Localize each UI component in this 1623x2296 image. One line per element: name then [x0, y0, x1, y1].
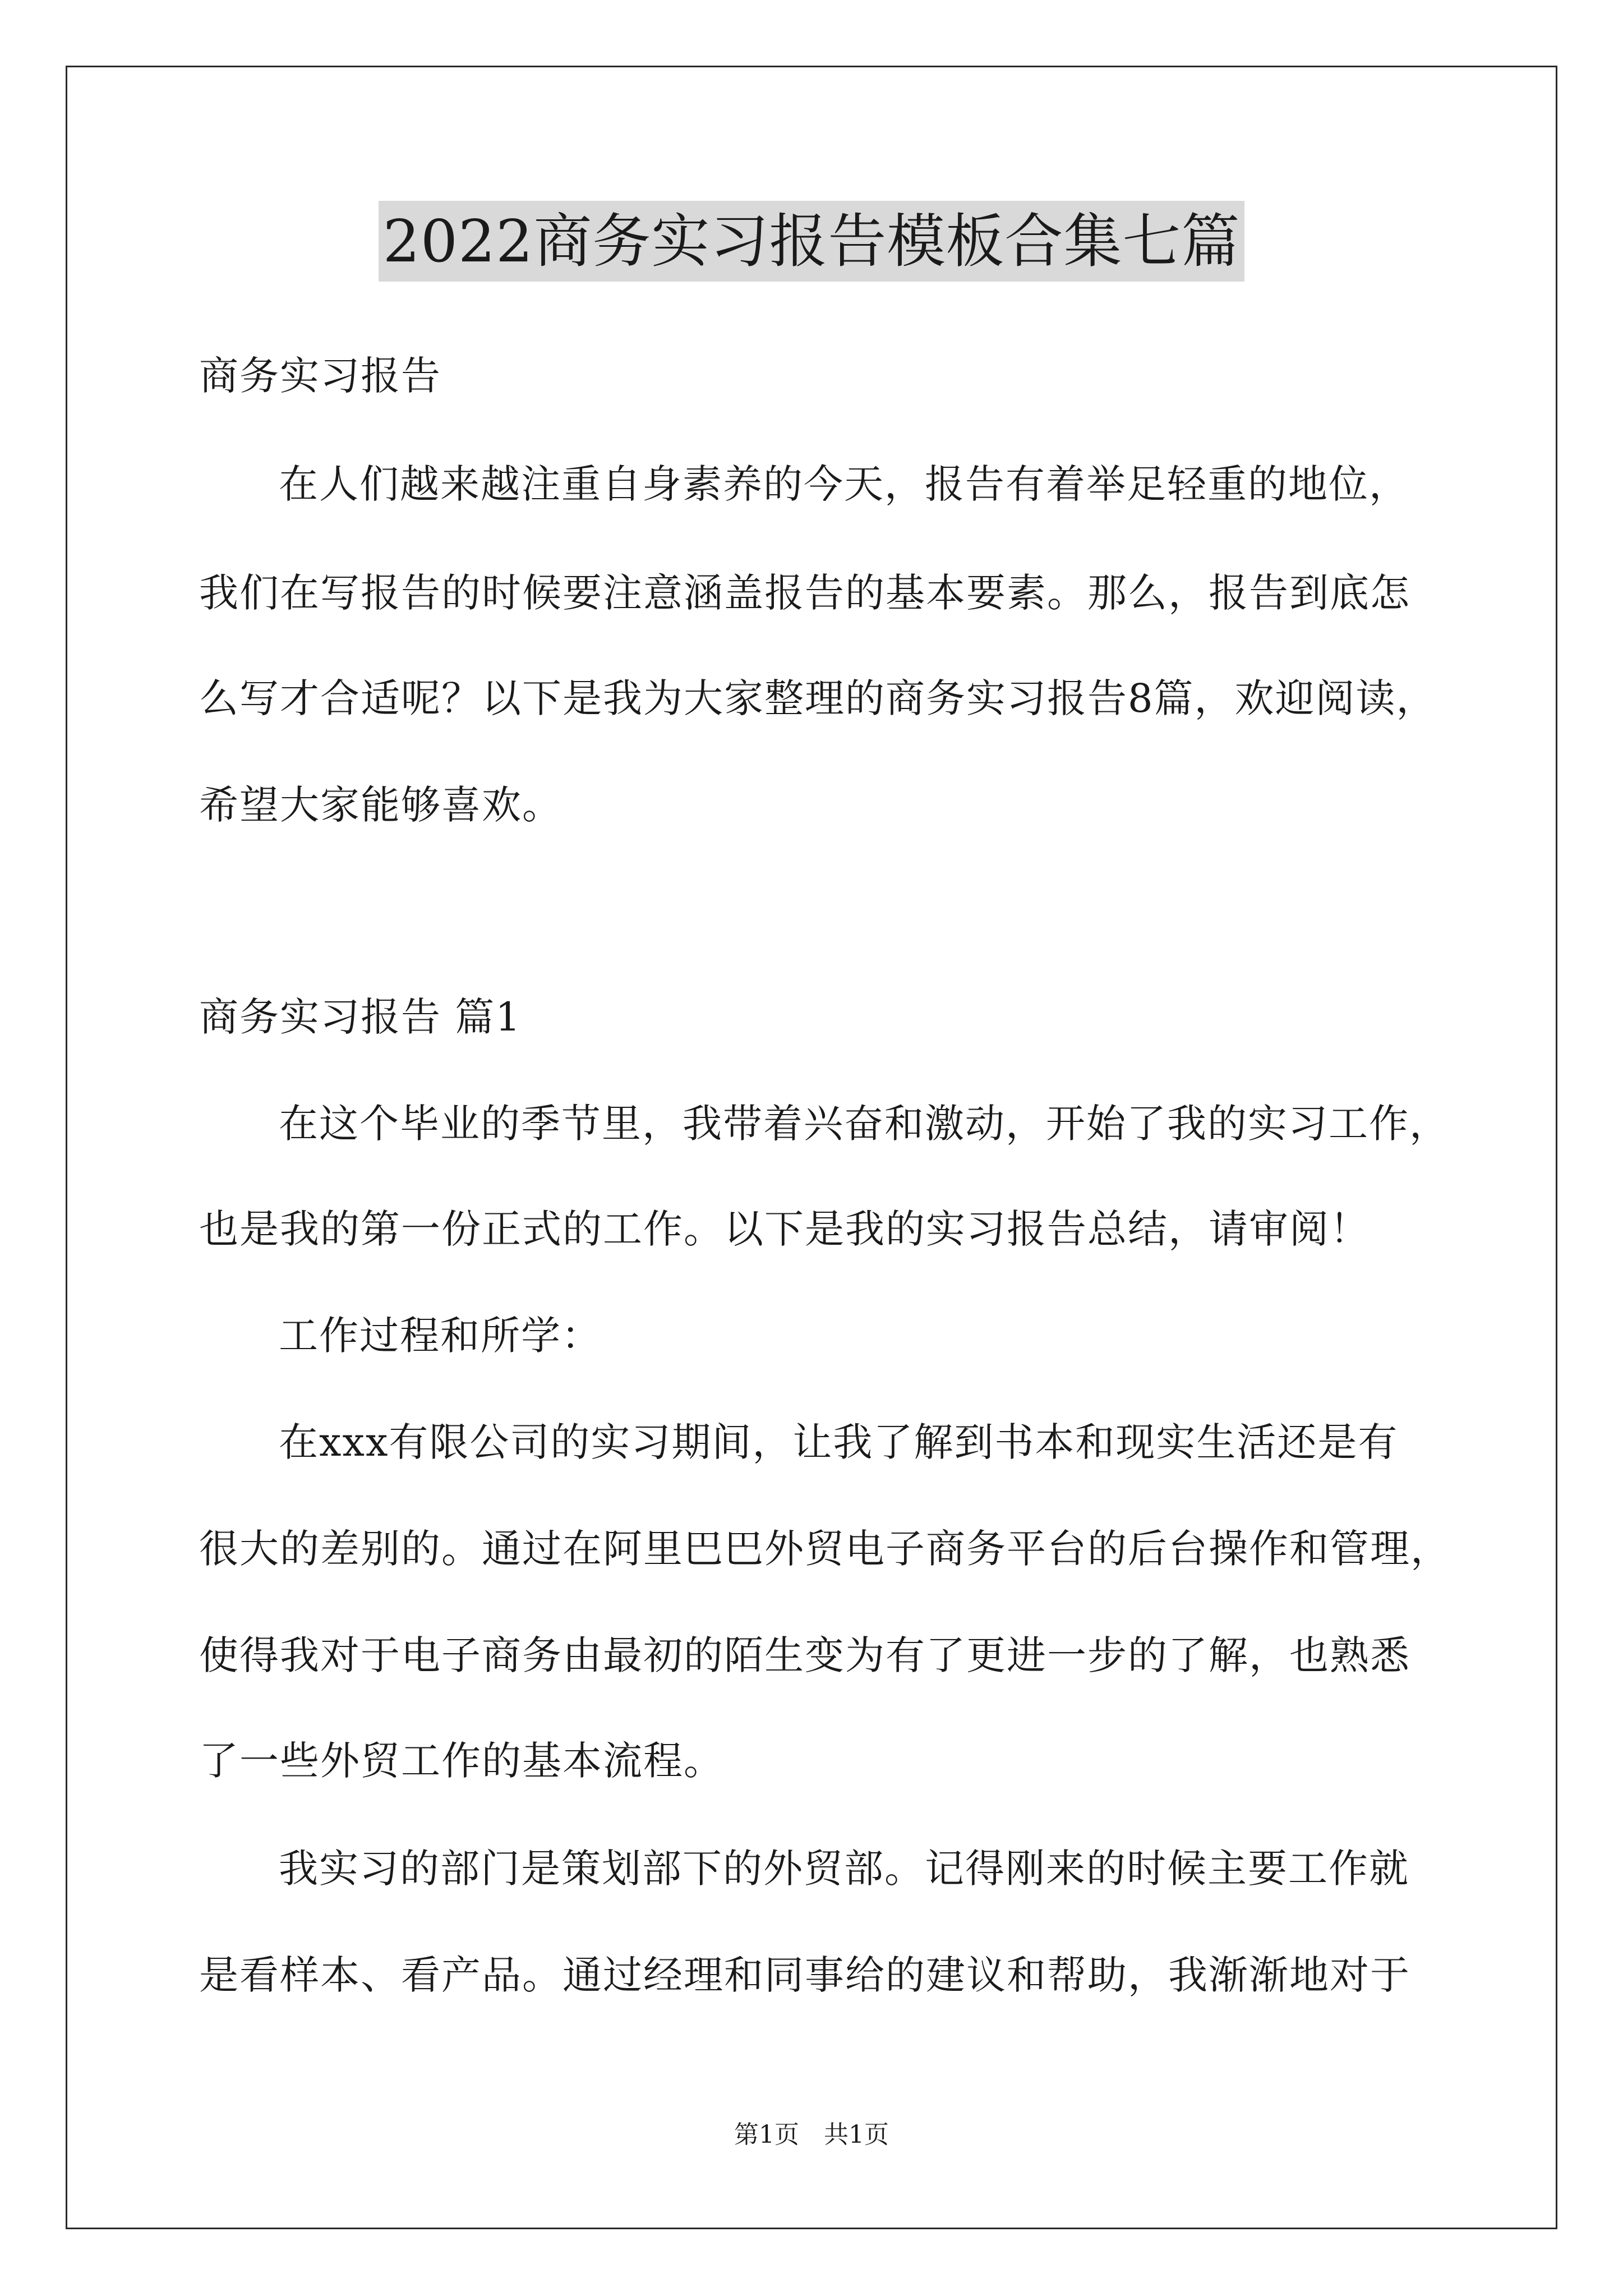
paragraph-line: 是看样本、看产品。通过经理和同事给的建议和帮助，我渐渐地对于 [199, 1952, 1410, 1998]
paragraph-line: 工作过程和所学： [279, 1313, 602, 1359]
page-footer: 第1页 共1页 [734, 2120, 889, 2149]
section-heading: 商务实习报告 篇1 [199, 994, 522, 1040]
paragraph-line: 很大的差别的。通过在阿里巴巴外贸电子商务平台的后台操作和管理， [199, 1526, 1451, 1572]
paragraph-line: 在xxx有限公司的实习期间，让我了解到书本和现实生活还是有 [279, 1419, 1399, 1465]
paragraph-line: 在这个毕业的季节里，我带着兴奋和激动，开始了我的实习工作， [279, 1101, 1450, 1147]
paragraph-line: 在人们越来越注重自身素养的今天，报告有着举足轻重的地位， [279, 461, 1409, 507]
paragraph-line: 希望大家能够喜欢。 [199, 782, 562, 828]
paragraph-line: 了一些外贸工作的基本流程。 [199, 1738, 724, 1784]
paragraph-line: 我们在写报告的时候要注意涵盖报告的基本要素。那么，报告到底怎 [199, 570, 1410, 616]
paragraph-line: 使得我对于电子商务由最初的陌生变为有了更进一步的了解，也熟悉 [199, 1632, 1410, 1678]
section-heading: 商务实习报告 [199, 353, 441, 399]
paragraph-line: 我实习的部门是策划部下的外贸部。记得刚来的时候主要工作就 [279, 1846, 1409, 1892]
paragraph-line: 么写才合适呢？以下是我为大家整理的商务实习报告8篇，欢迎阅读， [199, 675, 1437, 721]
title-wrap [0, 201, 1623, 282]
document-title: 2022商务实习报告模板合集七篇 [379, 201, 1245, 282]
paragraph-line: 也是我的第一份正式的工作。以下是我的实习报告总结，请审阅！ [199, 1206, 1370, 1252]
